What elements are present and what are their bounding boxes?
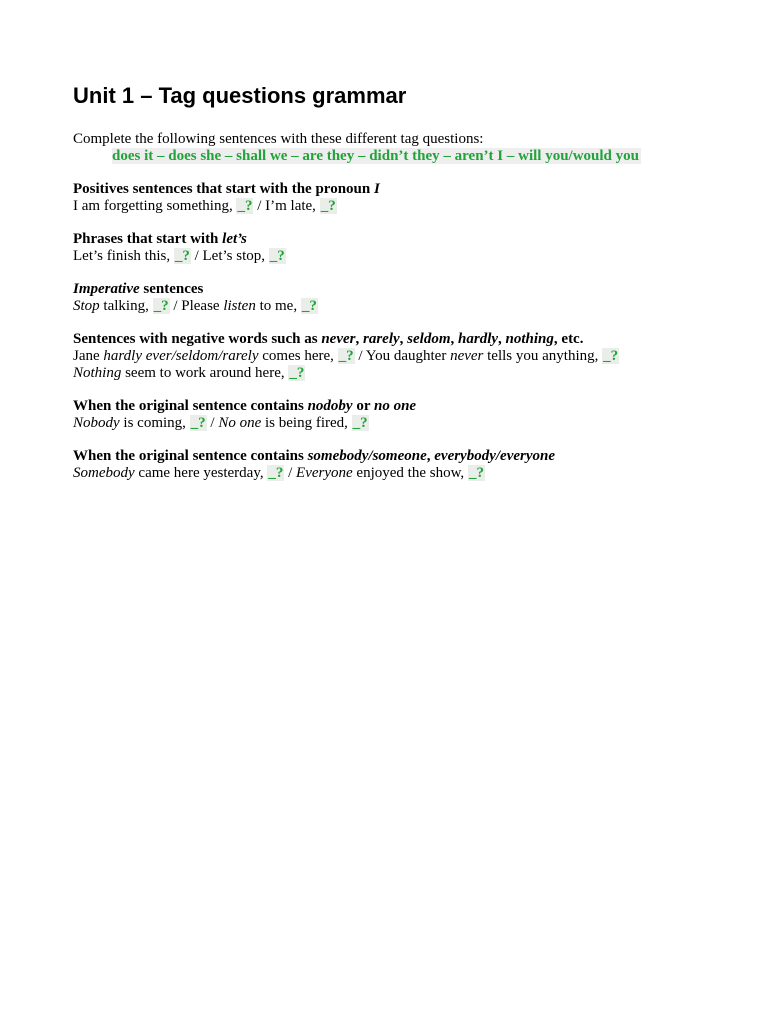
answer-blank[interactable]: _? xyxy=(237,198,253,214)
answer-blank[interactable]: _? xyxy=(289,365,305,381)
heading-text: , etc. xyxy=(553,331,584,347)
heading-emphasis: seldom xyxy=(407,331,451,347)
heading-emphasis: hardly xyxy=(458,331,499,347)
sentence-text: came here yesterday, xyxy=(134,465,268,481)
heading-emphasis: I xyxy=(373,181,380,197)
answer-blank[interactable]: _? xyxy=(269,248,285,264)
example-line xyxy=(73,298,733,315)
answer-blank[interactable]: _? xyxy=(603,348,619,364)
section-heading-pronoun-i xyxy=(73,181,733,198)
answer-blank[interactable]: _? xyxy=(174,248,190,264)
sentence-text: / I’m late, xyxy=(253,198,320,214)
heading-text: When the original sentence contains xyxy=(73,398,308,414)
sentence-emphasis: Somebody xyxy=(73,465,135,481)
sentence-text: Jane xyxy=(73,348,104,364)
sentence-emphasis: hardly ever/seldom/rarely xyxy=(103,348,259,364)
heading-text: , xyxy=(498,331,506,347)
sentence-emphasis: No one xyxy=(218,415,262,431)
sentence-text: enjoyed the show, xyxy=(352,465,468,481)
answer-blank[interactable]: _? xyxy=(301,298,317,314)
heading-text: , xyxy=(450,331,459,347)
intro-text: Complete the following sentences with these different tag questions: xyxy=(73,131,484,147)
example-line xyxy=(73,465,733,482)
sentence-text: / Please xyxy=(169,298,224,314)
heading-text: Positives sentences that start with the pronoun xyxy=(73,181,374,197)
heading-emphasis: nodoby xyxy=(307,398,353,414)
answer-blank[interactable]: _? xyxy=(190,415,206,431)
sentence-text: / xyxy=(206,415,219,431)
page-title: Unit 1 – Tag questions grammar xyxy=(73,83,407,108)
example-line xyxy=(73,348,733,365)
heading-text: sentences xyxy=(139,281,204,297)
sentence-emphasis: Stop xyxy=(73,298,100,314)
heading-text: Sentences with negative words such as xyxy=(73,331,322,347)
heading-text: Phrases that start with xyxy=(73,231,223,247)
heading-text: , xyxy=(355,331,363,347)
heading-emphasis: rarely xyxy=(363,331,400,347)
tag-options: does it – does she – shall we – are they – didn’t they – aren’t I – will you/would you xyxy=(112,148,639,164)
worksheet-body xyxy=(73,131,733,482)
section-heading-negative-words xyxy=(73,331,733,348)
example-line xyxy=(73,365,733,382)
sentence-text: / xyxy=(284,465,297,481)
sentence-text: / You daughter xyxy=(354,348,451,364)
example-line xyxy=(73,198,733,215)
section-heading-nobody xyxy=(73,398,733,415)
heading-emphasis: everybody/everyone xyxy=(434,448,556,464)
heading-emphasis: somebody/someone xyxy=(307,448,427,464)
sentence-emphasis: listen xyxy=(223,298,256,314)
sentence-text: seem to work around here, xyxy=(121,365,289,381)
heading-text: When the original sentence contains xyxy=(73,448,308,464)
answer-blank[interactable]: _? xyxy=(268,465,284,481)
answer-blank[interactable]: _? xyxy=(153,298,169,314)
sentence-text: is being fired, xyxy=(261,415,352,431)
example-line xyxy=(73,248,733,265)
heading-emphasis: Imperative xyxy=(73,281,140,297)
sentence-text: to me, xyxy=(255,298,301,314)
section-heading-somebody xyxy=(73,448,733,465)
answer-blank[interactable]: _? xyxy=(320,198,336,214)
heading-text: , xyxy=(426,448,435,464)
heading-emphasis: nothing xyxy=(505,331,554,347)
sentence-text: tells you anything, xyxy=(483,348,603,364)
sentence-text: / Let’s stop, xyxy=(190,248,269,264)
sentence-emphasis: Everyone xyxy=(296,465,353,481)
sentence-text: is coming, xyxy=(119,415,190,431)
answer-blank[interactable]: _? xyxy=(468,465,484,481)
heading-text: , xyxy=(399,331,408,347)
answer-blank[interactable]: _? xyxy=(352,415,368,431)
sentence-emphasis: Nobody xyxy=(73,415,120,431)
answer-blank[interactable]: _? xyxy=(338,348,354,364)
sentence-emphasis: never xyxy=(450,348,484,364)
section-heading-lets xyxy=(73,231,733,248)
sentence-text: Let’s finish this, xyxy=(73,248,174,264)
example-line xyxy=(73,415,733,432)
tag-options-line xyxy=(73,148,733,165)
sentence-text: comes here, xyxy=(258,348,338,364)
section-heading-imperative xyxy=(73,281,733,298)
sentence-text: I am forgetting something, xyxy=(73,198,237,214)
heading-text: or xyxy=(352,398,374,414)
heading-emphasis: never xyxy=(321,331,356,347)
sentence-emphasis: Nothing xyxy=(73,365,122,381)
sentence-text: talking, xyxy=(99,298,153,314)
heading-emphasis: no one xyxy=(373,398,417,414)
heading-emphasis: let’s xyxy=(222,231,247,247)
